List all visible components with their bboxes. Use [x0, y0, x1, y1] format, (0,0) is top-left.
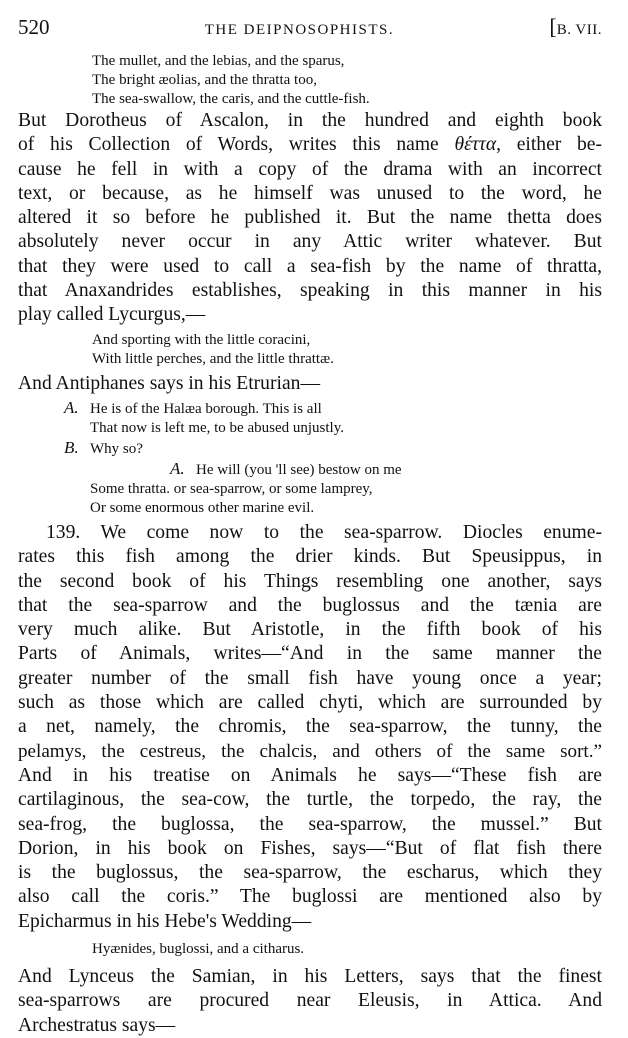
text-line: Epicharmus in his Hebe's Wedding—	[18, 910, 312, 932]
page-body	[18, 52, 602, 1038]
speaker-label: A.	[64, 397, 79, 417]
text-line: And in his treatise on Animals he says—“These fish are	[18, 764, 602, 786]
text-line: 139. We come now to the sea-sparrow. Diocles enume-	[46, 521, 602, 543]
speaker-label: B.	[64, 437, 79, 457]
text-line: absolutely never occur in any Attic writer whatever. But	[18, 231, 602, 253]
paragraph	[18, 372, 602, 396]
dialogue-line	[64, 459, 602, 480]
text-line: pelamys, the cestreus, the chalcis, and others of the same sort.”	[18, 740, 602, 762]
verse-line: And sporting with the little coracini,	[92, 331, 311, 348]
paragraph	[18, 965, 602, 1038]
text-line: greater number of the small fish have young once a year;	[18, 667, 602, 689]
dialogue-text: He is of the Halæa borough. This is all	[90, 400, 322, 417]
greek-word: θέττα	[454, 134, 497, 156]
text-line: sea-frog, the buglossa, the sea-sparrow, the mussel.” But	[18, 813, 602, 835]
dialogue-text: Why so?	[90, 440, 143, 457]
speaker-label: A.	[170, 458, 185, 478]
verse-line: The sea-swallow, the caris, and the cuttle-fish.	[92, 91, 370, 107]
text-line: And Antiphanes says in his Etrurian—	[18, 372, 321, 394]
book-reference	[549, 14, 602, 40]
dialogue-line: Some thratta. or sea-sparrow, or some lamprey,	[90, 480, 373, 497]
book-reference-bracket: [	[549, 14, 557, 39]
verse-line: With little perches, and the little thrattæ.	[92, 350, 334, 367]
dialogue-line	[64, 398, 602, 419]
text-line: altered it so before he published it. But the name thetta does	[18, 207, 602, 229]
verse-line: Hyænides, buglossi, and a citharus.	[92, 941, 305, 958]
text-line: that the sea-sparrow and the buglossus and the tænia are	[18, 594, 602, 616]
text-line: that Anaxandrides establishes, speaking in this manner in his	[18, 280, 602, 302]
text-line: cause he fell in with a copy of the drama with an incorrect	[18, 158, 602, 180]
verse-quotation	[18, 940, 602, 959]
verse-quotation	[18, 52, 602, 109]
dialogue-line: Or some enormous other marine evil.	[90, 499, 315, 516]
text-line: Dorion, in his book on Fishes, says—“But of flat fish there	[18, 837, 602, 859]
text-segment: , either be-	[496, 134, 602, 156]
text-line: text, or because, as he himself was unused to the word, he	[18, 182, 602, 204]
verse-line: The bright æolias, and the thratta too,	[92, 72, 317, 88]
dialogue-line	[64, 438, 602, 459]
dialogue-text: He will (you 'll see) bestow on me	[196, 461, 402, 478]
text-line: But Dorotheus of Ascalon, in the hundred and eighth book	[18, 110, 602, 131]
running-title: THE DEIPNOSOPHISTS.	[204, 22, 395, 38]
text-line: that they were used to call a sea-fish by the name of thratta,	[18, 255, 602, 277]
dialogue-line: That now is left me, to be abused unjustly.	[90, 419, 344, 436]
running-header	[18, 14, 602, 44]
verse-line: The mullet, and the lebias, and the sparus,	[92, 53, 345, 69]
page-number: 520	[18, 15, 50, 39]
text-line: such as those which are called chyti, which are surrounded by	[18, 692, 602, 714]
text-line: is the buglossus, the sea-sparrow, the escharus, which they	[18, 862, 602, 884]
text-segment: of his Collection of Words, writes this name	[18, 134, 439, 156]
paragraph	[18, 521, 602, 934]
text-line: also call the coris.” The buglossi are mentioned also by	[18, 886, 602, 908]
text-line: Parts of Animals, writes—“And in the same manner the	[18, 643, 602, 665]
verse-quotation	[18, 331, 602, 369]
text-line: rates this fish among the drier kinds. But Speusippus, in	[18, 546, 602, 568]
book-reference-text: B. VII.	[556, 22, 602, 38]
text-line: a net, namely, the chromis, the sea-sparrow, the tunny, the	[18, 716, 602, 738]
text-line	[18, 133, 602, 157]
paragraph	[18, 109, 602, 328]
text-line: cartilaginous, the sea-cow, the turtle, the torpedo, the ray, the	[18, 789, 602, 811]
dialogue-quotation	[18, 398, 602, 518]
text-line: very much alike. But Aristotle, in the fifth book of his	[18, 619, 602, 641]
text-line: the second book of his Things resembling one another, says	[18, 570, 602, 592]
text-line: play called Lycurgus,—	[18, 304, 206, 326]
text-line: And Lynceus the Samian, in his Letters, says that the finest	[18, 966, 602, 988]
text-line: Archestratus says—	[18, 1014, 176, 1036]
text-line: sea-sparrows are procured near Eleusis, in Attica. And	[18, 990, 602, 1012]
